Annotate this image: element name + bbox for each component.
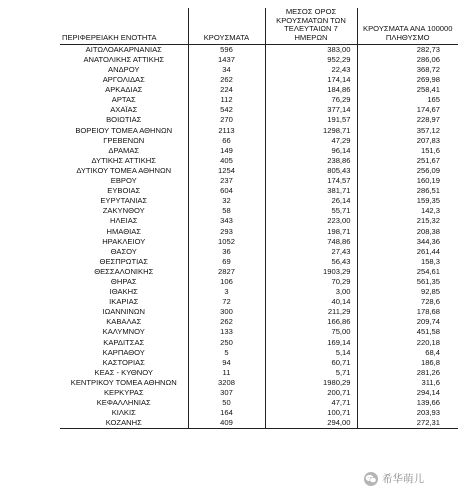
table-row bbox=[60, 378, 458, 388]
cell-region: ΑΙΤΩΛΟΑΚΑΡΝΑΝΙΑΣ bbox=[60, 44, 188, 55]
cell-region: ΘΗΡΑΣ bbox=[60, 277, 188, 287]
cell-region: ΕΥΒΟΙΑΣ bbox=[60, 186, 188, 196]
cell-avg7: 294,00 bbox=[265, 418, 357, 429]
cell-avg7: 748,86 bbox=[265, 237, 357, 247]
cell-per100k: 368,72 bbox=[416, 65, 440, 74]
table-row bbox=[60, 398, 458, 408]
cell-avg7: 169,14 bbox=[265, 338, 357, 348]
cell-avg7: 805,43 bbox=[265, 166, 357, 176]
table-row bbox=[60, 126, 458, 136]
table-row bbox=[60, 327, 458, 337]
cell-region: ΔΥΤΙΚΟΥ ΤΟΜΕΑ ΑΘΗΝΩΝ bbox=[60, 166, 188, 176]
cell-avg7: 184,86 bbox=[265, 85, 357, 95]
cell-cases: 106 bbox=[188, 277, 265, 287]
cell-avg7: 1980,29 bbox=[265, 378, 357, 388]
table-row bbox=[60, 368, 458, 378]
cell-per100k: 139,66 bbox=[416, 398, 440, 408]
cell-avg7: 47,71 bbox=[265, 398, 357, 408]
cell-avg7: 55,71 bbox=[265, 206, 357, 216]
cell-region: ΚΑΛΥΜΝΟΥ bbox=[60, 327, 188, 337]
cell-region: ΚΑΣΤΟΡΙΑΣ bbox=[60, 358, 188, 368]
cell-cases: 50 bbox=[188, 398, 265, 408]
cell-cases: 66 bbox=[188, 136, 265, 146]
cell-per100k: 160,19 bbox=[416, 176, 440, 186]
cell-avg7: 191,57 bbox=[265, 115, 357, 125]
cell-region: ΚΑΡΠΑΘΟΥ bbox=[60, 348, 188, 358]
cell-per100k: 159,35 bbox=[416, 196, 440, 206]
cell-avg7: 60,71 bbox=[265, 358, 357, 368]
cell-avg7: 211,29 bbox=[265, 307, 357, 317]
cell-cases: 405 bbox=[188, 156, 265, 166]
cell-per100k: 272,31 bbox=[357, 418, 458, 429]
table-row bbox=[60, 297, 458, 307]
cell-cases: 1254 bbox=[188, 166, 265, 176]
cell-region: ΙΩΑΝΝΙΝΩΝ bbox=[60, 307, 188, 317]
cell-avg7: 1903,29 bbox=[265, 267, 357, 277]
cell-region: ΚΑΡΔΙΤΣΑΣ bbox=[60, 338, 188, 348]
cell-region: ΗΡΑΚΛΕΙΟΥ bbox=[60, 237, 188, 247]
table-body bbox=[60, 44, 458, 429]
table-row bbox=[60, 317, 458, 327]
cell-cases: 307 bbox=[188, 388, 265, 398]
cell-cases: 133 bbox=[188, 327, 265, 337]
cell-region: ΗΜΑΘΙΑΣ bbox=[60, 227, 188, 237]
cell-avg7: 27,43 bbox=[265, 247, 357, 257]
watermark-text: 希华萌儿 bbox=[382, 473, 424, 485]
cell-region: ΑΝΑΤΟΛΙΚΗΣ ΑΤΤΙΚΗΣ bbox=[60, 55, 188, 65]
table-row bbox=[60, 156, 458, 166]
cell-cases: 604 bbox=[188, 186, 265, 196]
cell-region: ΔΡΑΜΑΣ bbox=[60, 146, 188, 156]
table-row bbox=[60, 247, 458, 257]
cell-per100k: 311,6 bbox=[421, 377, 440, 387]
cell-per100k: 215,32 bbox=[416, 216, 440, 226]
cell-per100k: 251,67 bbox=[416, 155, 440, 165]
cell-avg7: 952,29 bbox=[265, 55, 357, 65]
cell-cases: 72 bbox=[188, 297, 265, 307]
cell-per100k: 728,6 bbox=[420, 297, 440, 307]
cell-cases: 69 bbox=[188, 257, 265, 267]
cell-avg7: 56,43 bbox=[265, 257, 357, 267]
cell-per100k: 269,98 bbox=[416, 75, 440, 85]
cell-region: ΑΡΚΑΔΙΑΣ bbox=[60, 85, 188, 95]
cell-cases: 94 bbox=[188, 358, 265, 368]
table-row bbox=[60, 176, 458, 186]
cell-avg7: 70,29 bbox=[265, 277, 357, 287]
cell-avg7: 174,57 bbox=[265, 176, 357, 186]
table-row bbox=[60, 216, 458, 226]
cell-cases: 343 bbox=[188, 216, 265, 226]
cell-avg7: 26,14 bbox=[265, 196, 357, 206]
cell-region: ΚΟΖΑΝΗΣ bbox=[60, 418, 188, 429]
cell-per100k: 142,3 bbox=[420, 206, 440, 216]
cell-avg7: 174,14 bbox=[265, 75, 357, 85]
cell-cases: 164 bbox=[188, 408, 265, 418]
cell-avg7: 166,86 bbox=[265, 317, 357, 327]
header-avg7: ΜΕΣΟΣ ΟΡΟΣ ΚΡΟΥΣΜΑΤΩΝ ΤΩΝ ΤΕΛΕΥΤΑΙΩΝ 7 ΗΜΕΡΩΝ bbox=[265, 8, 357, 44]
cell-per100k: 220,18 bbox=[416, 337, 440, 347]
cell-cases: 224 bbox=[188, 85, 265, 95]
table-row bbox=[60, 287, 458, 297]
cell-region: ΚΙΛΚΙΣ bbox=[60, 408, 188, 418]
table-row bbox=[60, 277, 458, 287]
cell-per100k: 165 bbox=[427, 95, 440, 105]
table-row bbox=[60, 257, 458, 267]
table-row bbox=[60, 196, 458, 206]
table-row bbox=[60, 408, 458, 418]
cell-region: ΙΘΑΚΗΣ bbox=[60, 287, 188, 297]
cell-cases: 596 bbox=[188, 44, 265, 55]
cell-avg7: 198,71 bbox=[265, 227, 357, 237]
table-row bbox=[60, 267, 458, 277]
cell-per100k: 209,74 bbox=[416, 317, 440, 327]
cell-cases: 542 bbox=[188, 105, 265, 115]
cell-region: ΕΒΡΟΥ bbox=[60, 176, 188, 186]
cell-per100k: 286,06 bbox=[416, 54, 440, 64]
cell-cases: 149 bbox=[188, 146, 265, 156]
table-row bbox=[60, 105, 458, 115]
cell-cases: 3 bbox=[188, 287, 265, 297]
cell-per100k: 281,26 bbox=[416, 367, 440, 377]
cell-region: ΗΛΕΙΑΣ bbox=[60, 216, 188, 226]
cell-avg7: 381,71 bbox=[265, 186, 357, 196]
cell-avg7: 200,71 bbox=[265, 388, 357, 398]
table-row bbox=[60, 418, 458, 429]
cell-per100k: 178,68 bbox=[416, 307, 440, 317]
cell-per100k: 294,14 bbox=[416, 388, 440, 397]
cell-cases: 58 bbox=[188, 206, 265, 216]
cell-region: ΒΟΡΕΙΟΥ ΤΟΜΕΑ ΑΘΗΝΩΝ bbox=[60, 126, 188, 136]
cell-region: ΘΕΣΣΑΛΟΝΙΚΗΣ bbox=[60, 267, 188, 277]
cell-avg7: 75,00 bbox=[265, 327, 357, 337]
table-row bbox=[60, 338, 458, 348]
cell-region: ΑΧΑΪΑΣ bbox=[60, 105, 188, 115]
cell-per100k: 228,97 bbox=[416, 115, 440, 125]
cell-region: ΘΑΣΟΥ bbox=[60, 247, 188, 257]
table-row bbox=[60, 237, 458, 247]
table-header-row bbox=[60, 8, 458, 44]
regional-cases-table bbox=[60, 8, 458, 429]
cell-cases: 3208 bbox=[188, 378, 265, 388]
cell-cases: 34 bbox=[188, 65, 265, 75]
table-row bbox=[60, 75, 458, 85]
table-row bbox=[60, 55, 458, 65]
table-row bbox=[60, 65, 458, 75]
table-row bbox=[60, 85, 458, 95]
cell-avg7: 383,00 bbox=[265, 44, 357, 55]
cell-cases: 112 bbox=[188, 95, 265, 105]
table-row bbox=[60, 388, 458, 398]
cell-cases: 270 bbox=[188, 115, 265, 125]
cell-per100k: 561,35 bbox=[416, 276, 440, 286]
table-row bbox=[60, 115, 458, 125]
cell-region: ΙΚΑΡΙΑΣ bbox=[60, 297, 188, 307]
cell-cases: 262 bbox=[188, 75, 265, 85]
cell-avg7: 3,00 bbox=[265, 287, 357, 297]
cell-cases: 409 bbox=[188, 418, 265, 429]
cell-cases: 250 bbox=[188, 338, 265, 348]
cell-cases: 2827 bbox=[188, 267, 265, 277]
cell-cases: 293 bbox=[188, 227, 265, 237]
cell-per100k: 174,67 bbox=[416, 105, 440, 115]
table-row bbox=[60, 348, 458, 358]
cell-avg7: 100,71 bbox=[265, 408, 357, 418]
cell-per100k: 254,61 bbox=[416, 266, 440, 276]
watermark bbox=[364, 471, 424, 486]
cell-avg7: 377,14 bbox=[265, 105, 357, 115]
cell-region: ΑΝΔΡΟΥ bbox=[60, 65, 188, 75]
table-row bbox=[60, 44, 458, 55]
cell-per100k: 344,36 bbox=[416, 236, 440, 246]
header-cases: ΚΡΟΥΣΜΑΤΑ bbox=[188, 8, 265, 44]
cell-region: ΓΡΕΒΕΝΩΝ bbox=[60, 136, 188, 146]
cell-avg7: 1298,71 bbox=[265, 126, 357, 136]
cell-cases: 32 bbox=[188, 196, 265, 206]
cell-avg7: 22,43 bbox=[265, 65, 357, 75]
cell-cases: 1052 bbox=[188, 237, 265, 247]
cell-avg7: 96,14 bbox=[265, 146, 357, 156]
cell-per100k: 92,85 bbox=[420, 287, 440, 297]
cell-region: ΚΑΒΑΛΑΣ bbox=[60, 317, 188, 327]
header-per100k: ΚΡΟΥΣΜΑΤΑ ΑΝΑ 100000 ΠΛΗΘΥΣΜΟ bbox=[357, 8, 458, 44]
cell-per100k: 68,4 bbox=[425, 347, 440, 357]
cell-region: ΑΡΓΟΛΙΔΑΣ bbox=[60, 75, 188, 85]
cell-region: ΔΥΤΙΚΗΣ ΑΤΤΙΚΗΣ bbox=[60, 156, 188, 166]
cell-per100k: 151,6 bbox=[420, 145, 440, 155]
cell-avg7: 47,29 bbox=[265, 136, 357, 146]
cell-per100k: 357,12 bbox=[416, 125, 440, 135]
cell-cases: 5 bbox=[188, 348, 265, 358]
cell-per100k: 261,44 bbox=[416, 246, 440, 256]
cell-cases: 1437 bbox=[188, 55, 265, 65]
cell-per100k: 207,83 bbox=[416, 135, 440, 145]
table-row bbox=[60, 186, 458, 196]
cell-per100k: 186,8 bbox=[420, 357, 440, 367]
table-row bbox=[60, 307, 458, 317]
table-row bbox=[60, 166, 458, 176]
cell-avg7: 223,00 bbox=[265, 216, 357, 226]
cell-region: ΚΕΝΤΡΙΚΟΥ ΤΟΜΕΑ ΑΘΗΝΩΝ bbox=[60, 378, 188, 388]
cell-per100k: 451,58 bbox=[416, 327, 440, 337]
cell-per100k: 256,09 bbox=[416, 165, 440, 175]
cell-region: ΖΑΚΥΝΘΟΥ bbox=[60, 206, 188, 216]
cell-per100k: 208,38 bbox=[416, 226, 440, 236]
cell-per100k: 158,3 bbox=[420, 256, 440, 266]
table-row bbox=[60, 358, 458, 368]
cell-region: ΑΡΤΑΣ bbox=[60, 95, 188, 105]
cell-region: ΚΕΑΣ - ΚΥΘΝΟΥ bbox=[60, 368, 188, 378]
cell-cases: 11 bbox=[188, 368, 265, 378]
cell-cases: 237 bbox=[188, 176, 265, 186]
cell-per100k: 258,41 bbox=[416, 85, 440, 95]
table-row bbox=[60, 146, 458, 156]
cell-region: ΘΕΣΠΡΩΤΙΑΣ bbox=[60, 257, 188, 267]
cell-cases: 36 bbox=[188, 247, 265, 257]
cell-per100k: 286,51 bbox=[416, 186, 440, 196]
cell-cases: 262 bbox=[188, 317, 265, 327]
cell-region: ΚΕΦΑΛΛΗΝΙΑΣ bbox=[60, 398, 188, 408]
table-row bbox=[60, 206, 458, 216]
cell-avg7: 5,14 bbox=[265, 348, 357, 358]
cell-cases: 300 bbox=[188, 307, 265, 317]
cell-avg7: 40,14 bbox=[265, 297, 357, 307]
cell-avg7: 76,29 bbox=[265, 95, 357, 105]
table-row bbox=[60, 227, 458, 237]
table-row bbox=[60, 136, 458, 146]
cell-region: ΕΥΡΥΤΑΝΙΑΣ bbox=[60, 196, 188, 206]
cell-region: ΒΟΙΩΤΙΑΣ bbox=[60, 115, 188, 125]
cell-avg7: 238,86 bbox=[265, 156, 357, 166]
cell-region: ΚΕΡΚΥΡΑΣ bbox=[60, 388, 188, 398]
cell-per100k: 203,93 bbox=[416, 408, 440, 418]
header-region: ΠΕΡΙΦΕΡΕΙΑΚΗ ΕΝΟΤΗΤΑ bbox=[60, 8, 188, 44]
table-row bbox=[60, 95, 458, 105]
cell-avg7: 5,71 bbox=[265, 368, 357, 378]
cell-per100k: 282,73 bbox=[416, 44, 440, 54]
wechat-logo-icon bbox=[364, 472, 378, 486]
cell-cases: 2113 bbox=[188, 126, 265, 136]
